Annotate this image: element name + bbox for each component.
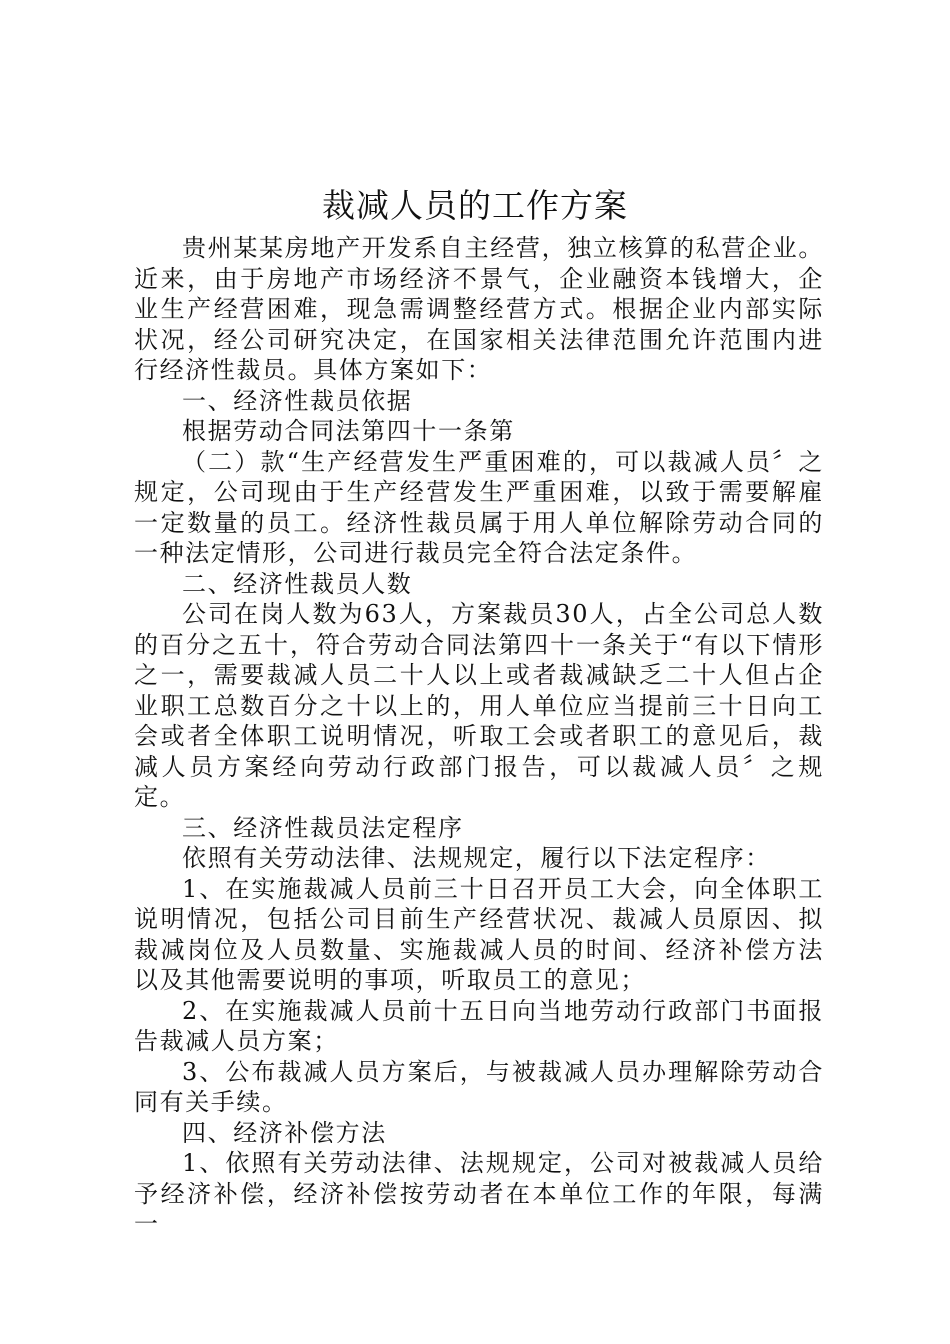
procedure-item-3: 3、公布裁减人员方案后，与被裁减人员办理解除劳动合同有关手续。 [134, 1057, 824, 1116]
section-heading-count: 二、经济性裁员人数 [182, 569, 413, 598]
paragraph-procedure-intro: 依照有关劳动法律、法规规定，履行以下法定程序： [182, 844, 771, 872]
section-heading-procedure: 三、经济性裁员法定程序 [182, 813, 464, 842]
paragraph-basis-detail: （二）款“生产经营发生严重困难的，可以裁减人员〞之规定，公司现由于生产经营发生严重困难，以致于需要解雇一定数量的员工。经济性裁员属于用人单位解除劳动合同的一种法定情形，公司进行裁员完全符合法定条件。 [134, 447, 824, 567]
intro-paragraph: 贵州某某房地产开发系自主经营，独立核算的私营企业。近来，由于房地产市场经济不景气，企业融资本钱增大，企业生产经营困难，现急需调整经营方式。根据企业内部实际状况，经公司研究决定，在国家相关法律范围允许范围内进行经济性裁员。具体方案如下： [134, 234, 824, 384]
paragraph-count-detail: 公司在岗人数为63人，方案裁员30人，占全公司总人数的百分之五十，符合劳动合同法第四十一条关于“有以下情形之一，需要裁减人员二十人以上或者裁减缺乏二十人但占企业职工总数百分之十以上的，用人单位应当提前三十日向工会或者全体职工说明情况，听取工会或者职工的意见后，裁减人员方案经向劳动行政部门报告，可以裁减人员〞之规定。 [134, 600, 824, 811]
procedure-item-1: 1、在实施裁减人员前三十日召开员工大会，向全体职工说明情况，包括公司目前生产经营状况、裁减人员原因、拟裁减岗位及人员数量、实施裁减人员的时间、经济补偿方法以及其他需要说明的事项，听取员工的意见； [134, 874, 824, 994]
document-title: 裁减人员的工作方案 [322, 186, 628, 225]
section-heading-compensation: 四、经济补偿方法 [182, 1118, 387, 1147]
document-body [134, 233, 824, 1240]
compensation-item-1: 1、依照有关劳动法律、法规规定，公司对被裁减人员给予经济补偿，经济补偿按劳动者在本单位工作的年限，每满一 [134, 1149, 824, 1238]
procedure-item-2: 2、在实施裁减人员前十五日向当地劳动行政部门书面报告裁减人员方案； [134, 996, 824, 1055]
paragraph-basis-ref: 根据劳动合同法第四十一条第 [182, 417, 515, 445]
section-heading-basis: 一、经济性裁员依据 [182, 386, 413, 415]
